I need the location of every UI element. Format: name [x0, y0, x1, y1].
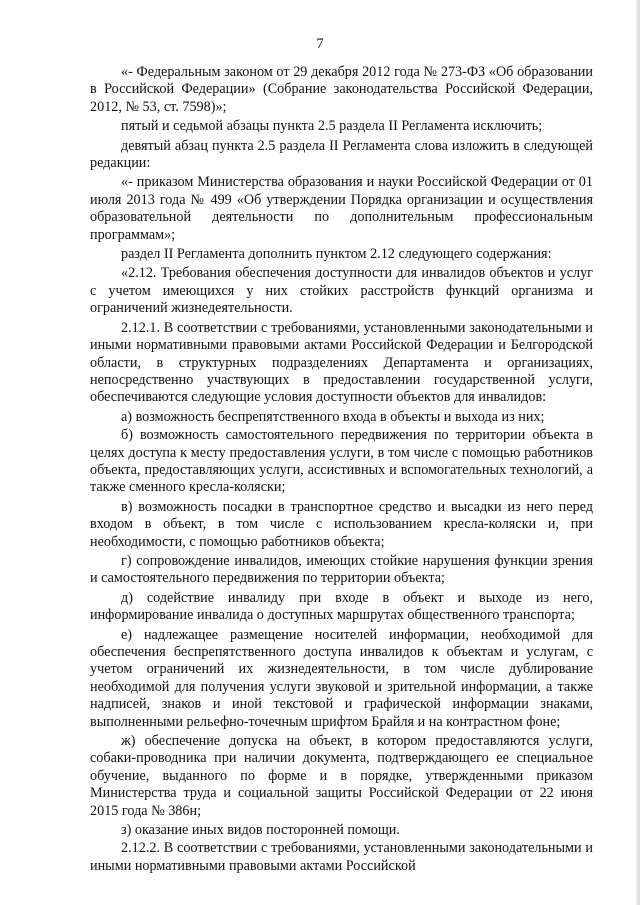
paragraph: 2.12.1. В соответствии с требованиями, установленными законодательными и иными нормативными правовыми актами Российской Федерации и Белгородской области, в структурных подразделениях Департамента и организациях, непосредственно участвующих в предоставлении государственной услуги, обеспечиваются следующие условия доступности объектов для инвалидов:: [90, 319, 593, 406]
paragraph: «2.12. Требования обеспечения доступности для инвалидов объектов и услуг с учетом имеющихся у них стойких расстройств функций организма и ограничений жизнедеятельности.: [90, 265, 593, 317]
paragraph: 2.12.2. В соответствии с требованиями, установленными законодательными и иными нормативными правовыми актами Российской: [90, 840, 593, 874]
list-item: в) возможность посадки в транспортное средство и высадки из него перед входом в объект, в том числе с использованием кресла-коляски и, при необходимости, с помощью работников объекта;: [90, 498, 593, 550]
paragraph: «- приказом Министерства образования и науки Российской Федерации от 01 июля 2013 года № 499 «Об утверждении Порядка организации и осуществления образовательной деятельности по дополнительным профессиональным программам»;: [90, 174, 593, 243]
document-body: [90, 64, 593, 877]
list-item: г) сопровождение инвалидов, имеющих стойкие нарушения функции зрения и самостоятельного передвижения по территории объекта;: [90, 552, 593, 587]
list-item: ж) обеспечение допуска на объект, в котором предоставляются услуги, собаки-проводника при наличии документа, подтверждающего ее специальное обучение, выданного по форме и в порядке, утвержденными приказом Министерства труда и социальной защиты Российской Федерации от 22 июня 2015 года № 386н;: [90, 733, 593, 819]
paragraph: девятый абзац пункта 2.5 раздела II Регламента слова изложить в следующей редакции:: [90, 137, 593, 172]
list-item: б) возможность самостоятельного передвижения по территории объекта в целях доступа к месту предоставления услуги, в том числе с помощью работников объекта, предоставляющих услуги, ассистивных и вспомогательных технологий, а также сменного кресла-коляски;: [90, 427, 593, 496]
list-item: е) надлежащее размещение носителей информации, необходимой для обеспечения беспрепятственного доступа инвалидов к объектам и услугам, с учетом ограничений их жизнедеятельности, в том числе дублирование необходимой для получения услуги звуковой и зрительной информации, а также надписей, знаков и иной текстовой и графической информации знаками, выполненными рельефно-точечным шрифтом Брайля и на контрастном фоне;: [90, 626, 593, 730]
page-number: 7: [316, 36, 324, 52]
list-item: а) возможность беспрепятственного входа в объекты и выхода из них;: [121, 408, 545, 425]
page-edge-shadow: [636, 0, 640, 905]
paragraph: пятый и седьмой абзацы пункта 2.5 раздела II Регламента исключить;: [121, 118, 543, 135]
list-item: з) оказание иных видов посторонней помощи.: [121, 822, 400, 839]
paragraph: «- Федеральным законом от 29 декабря 2012 года № 273-ФЗ «Об образовании в Российской Федерации» (Собрание законодательства Российской Федерации, 2012, № 53, ст. 7598)»;: [90, 64, 593, 115]
paragraph: раздел II Регламента дополнить пунктом 2.12 следующего содержания:: [121, 246, 552, 263]
list-item: д) содействие инвалиду при входе в объект и выходе из него, информирование инвалида о доступных маршрутах общественного транспорта;: [90, 589, 593, 624]
